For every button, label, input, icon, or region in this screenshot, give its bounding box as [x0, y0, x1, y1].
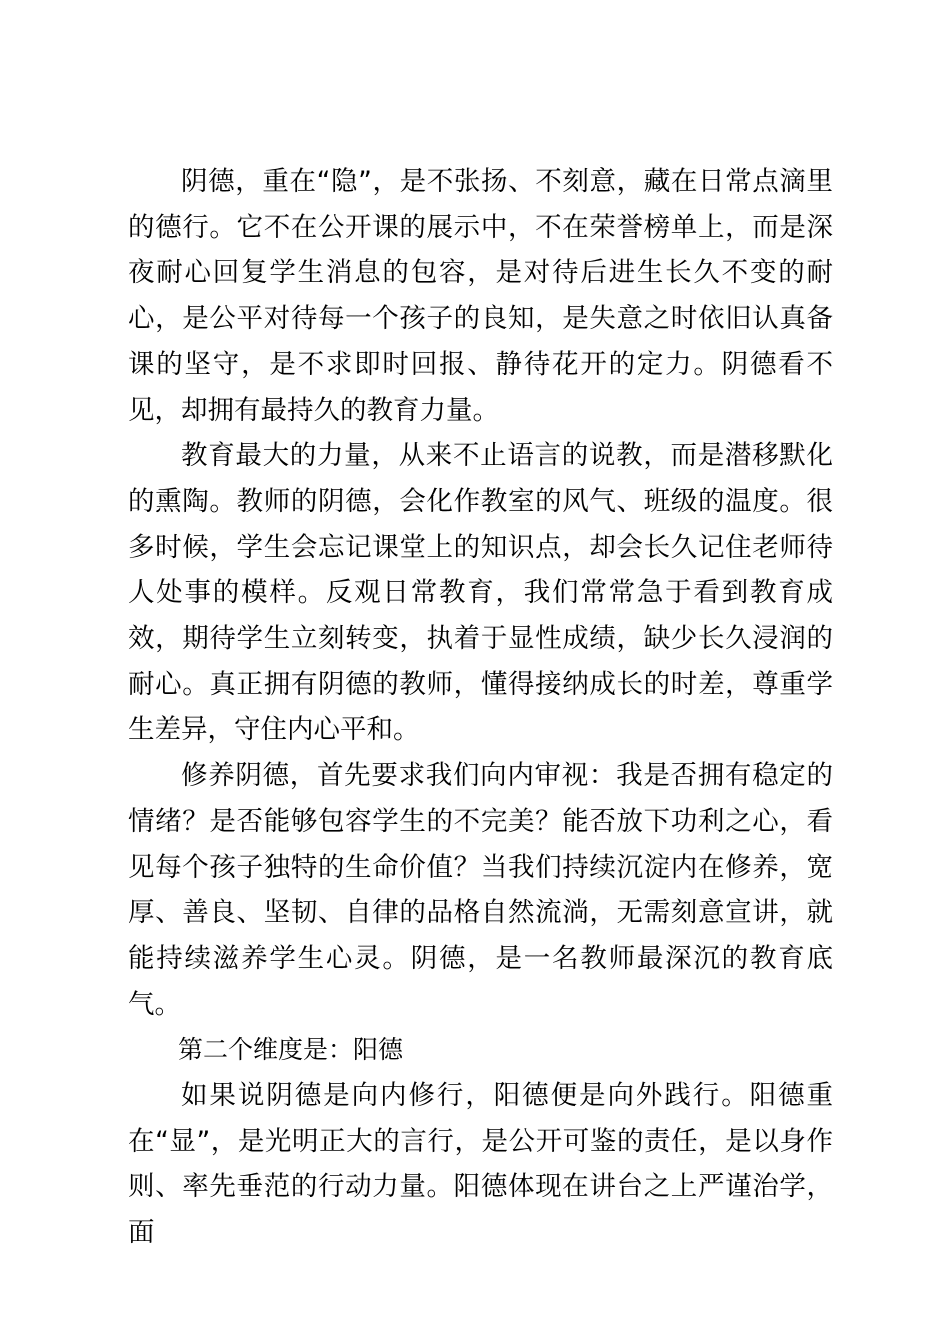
section-heading: 第二个维度是：阳德 [178, 1035, 404, 1065]
paragraph-education-influence: 教育最大的力量，从来不止语言的说教，而是潜移默化的熏陶。教师的阴德，会化作教室的风气、班级的温度。很多时候，学生会忘记课堂上的知识点，却会长久记住老师待人处事的模样。反观日常教育，我们常常急于看到教育成效，期待学生立刻转变，执着于显性成绩，缺少长久浸润的耐心。真正拥有阴德的教师，懂得接纳成长的时差，尊重学生差异，守住内心平和。 [128, 440, 833, 746]
paragraph-yinde-definition: 阴德，重在“隐”，是不张扬、不刻意，藏在日常点滴里的德行。它不在公开课的展示中，不在荣誉榜单上，而是深夜耐心回复学生消息的包容，是对待后进生长久不变的耐心，是公平对待每一个孩子的良知，是失意之时依旧认真备课的坚守，是不求即时回报、静待花开的定力。阴德看不见，却拥有最持久的教育力量。 [128, 166, 833, 426]
document-body [128, 159, 833, 1256]
paragraph-cultivating-yinde: 修养阴德，首先要求我们向内审视：我是否拥有稳定的情绪？是否能够包容学生的不完美？能否放下功利之心，看见每个孩子独特的生命价值？当我们持续沉淀内在修养，宽厚、善良、坚韧、自律的品格自然流淌，无需刻意宣讲，就能持续滋养学生心灵。阴德，是一名教师最深沉的教育底气。 [128, 760, 833, 1020]
paragraph-yangde-intro: 如果说阴德是向内修行，阳德便是向外践行。阳德重在“显”，是光明正大的言行，是公开可鉴的责任，是以身作则、率先垂范的行动力量。阳德体现在讲台之上严谨治学，面 [128, 1080, 833, 1249]
